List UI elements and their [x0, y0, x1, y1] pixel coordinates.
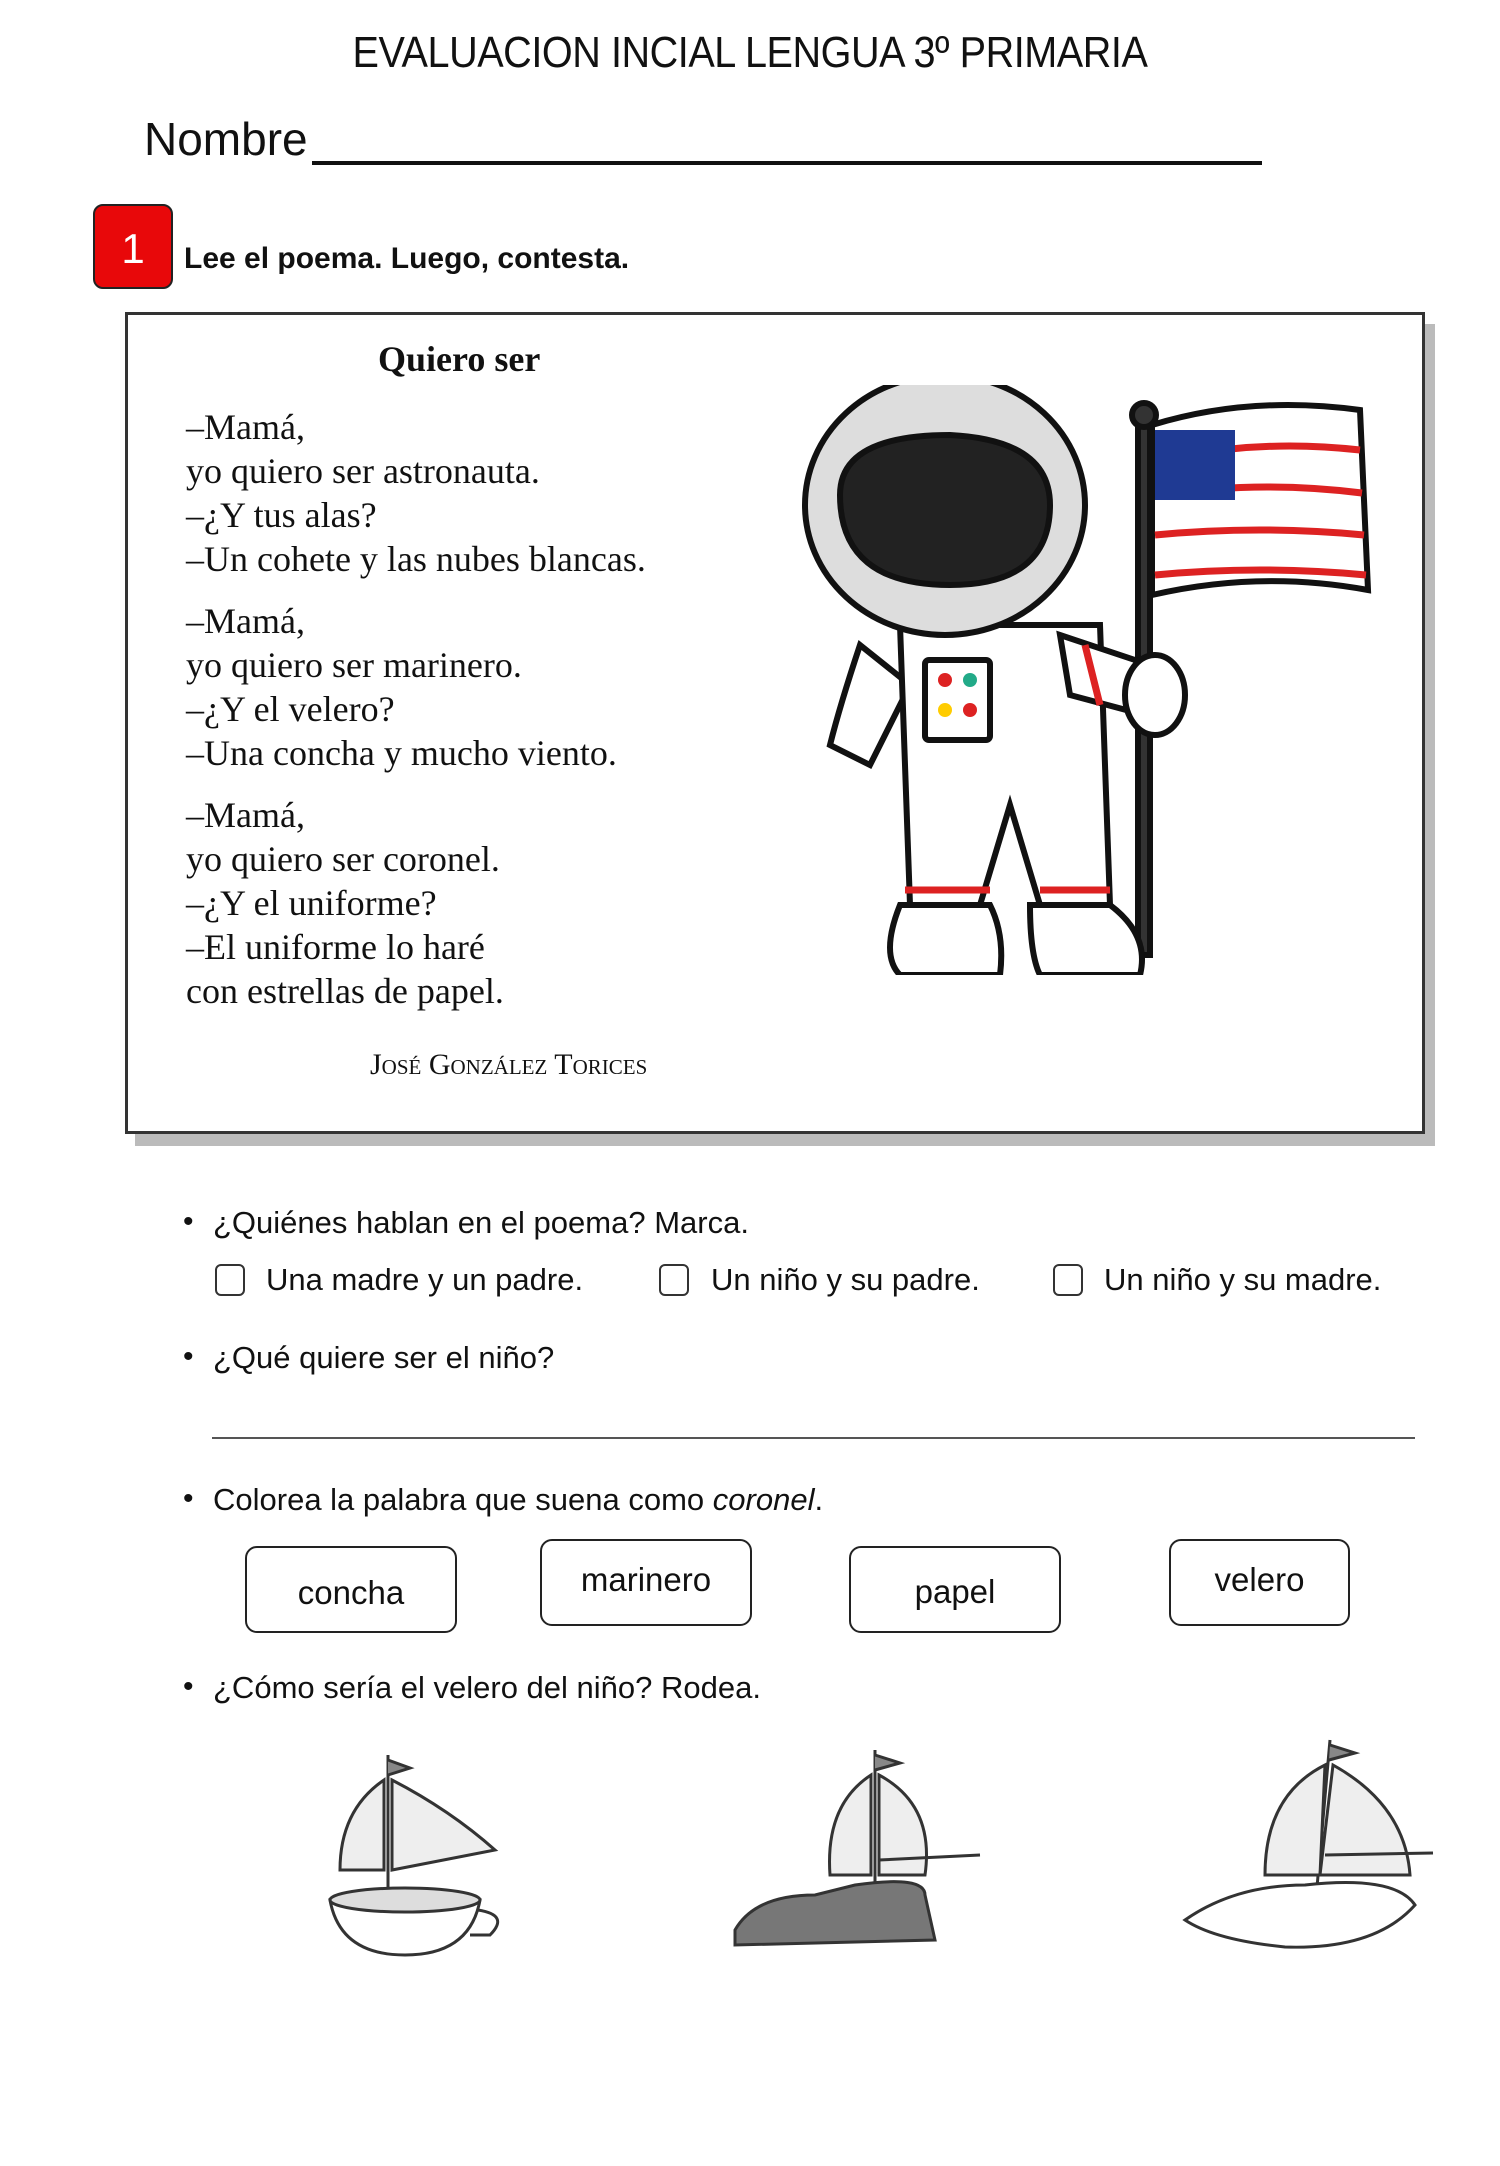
word-box-concha[interactable]: concha — [245, 1546, 457, 1633]
poem-line: –¿Y tus alas? — [186, 495, 377, 535]
checkbox-option-3[interactable] — [1053, 1264, 1083, 1296]
word-box-marinero[interactable]: marinero — [540, 1539, 752, 1626]
word-box-velero[interactable]: velero — [1169, 1539, 1350, 1626]
poem-line: con estrellas de papel. — [186, 971, 504, 1011]
teacup-sailboat-image[interactable] — [320, 1750, 510, 1960]
poem-line: –¿Y el velero? — [186, 689, 395, 729]
question-sailboat: ¿Cómo sería el velero del niño? Rodea. — [213, 1670, 761, 1705]
poem-line: –El uniforme lo haré — [186, 927, 485, 967]
poem-line: yo quiero ser coronel. — [186, 839, 500, 879]
poem-title: Quiero ser — [378, 339, 541, 379]
poem-line: yo quiero ser astronauta. — [186, 451, 540, 491]
poem-line: –Una concha y mucho viento. — [186, 733, 617, 773]
option-label-1: Una madre y un padre. — [266, 1262, 584, 1297]
answer-line[interactable] — [212, 1437, 1415, 1439]
worksheet-title: EVALUACION INCIAL LENGUA 3º PRIMARIA — [352, 28, 1148, 77]
shoe-sailboat-image[interactable] — [725, 1745, 995, 1955]
bullet: • — [183, 1670, 194, 1703]
word-box-papel[interactable]: papel — [849, 1546, 1061, 1633]
question-who-speaks: ¿Quiénes hablan en el poema? Marca. — [213, 1205, 749, 1240]
question-what-child-wants: ¿Qué quiere ser el niño? — [213, 1340, 555, 1375]
poem-author: José González Torices — [370, 1048, 648, 1081]
poem-line: –Mamá, — [186, 795, 305, 835]
poem-stanza — [186, 599, 646, 775]
question-rhyme-end: . — [814, 1482, 824, 1517]
shell-sailboat-image[interactable] — [1175, 1735, 1445, 1955]
bullet: • — [183, 1205, 194, 1238]
astronaut-with-flag-illustration — [800, 385, 1390, 975]
poem-stanza — [186, 793, 646, 1013]
poem-line: yo quiero ser marinero. — [186, 645, 522, 685]
poem-line: –Mamá, — [186, 407, 305, 447]
poem-body — [186, 405, 646, 1031]
exercise-instruction: Lee el poema. Luego, contesta. — [184, 242, 630, 275]
bullet: • — [183, 1482, 194, 1515]
checkbox-option-2[interactable] — [659, 1264, 689, 1296]
poem-line: –¿Y el uniforme? — [186, 883, 437, 923]
name-label: Nombre — [144, 113, 308, 165]
poem-line: –Mamá, — [186, 601, 305, 641]
question-rhyme — [213, 1482, 823, 1518]
poem-line: –Un cohete y las nubes blancas. — [186, 539, 646, 579]
option-label-3: Un niño y su madre. — [1104, 1262, 1382, 1297]
question-rhyme-word: coronel — [712, 1482, 815, 1517]
poem-stanza — [186, 405, 646, 581]
question-rhyme-text: Colorea la palabra que suena como — [213, 1482, 713, 1517]
option-label-2: Un niño y su padre. — [711, 1262, 980, 1297]
name-input-line[interactable] — [312, 161, 1262, 165]
checkbox-option-1[interactable] — [215, 1264, 245, 1296]
exercise-number-badge: 1 — [93, 204, 173, 289]
bullet: • — [183, 1340, 194, 1373]
